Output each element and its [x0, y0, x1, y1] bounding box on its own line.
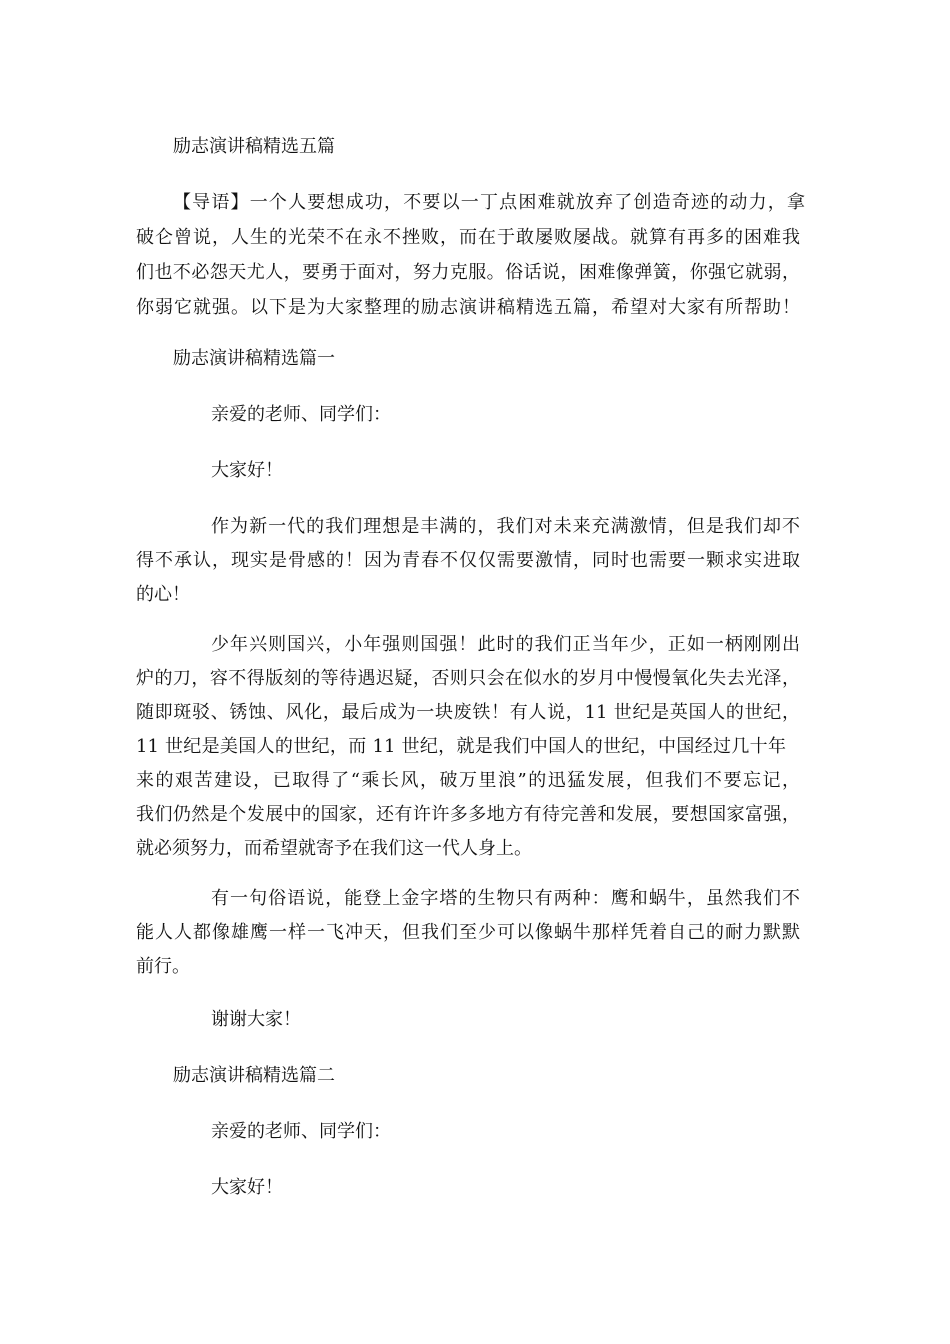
greeting: 大家好！	[211, 1177, 283, 1198]
paragraph-line: 得不承认，现实是骨感的！因为青春不仅仅需要激情，同时也需要一颗求实进取	[136, 550, 800, 571]
paragraph-line: 有一句俗语说，能登上金字塔的生物只有两种：鹰和蜗牛，虽然我们不	[211, 888, 800, 909]
paragraph-line: 少年兴则国兴，小年强则国强！此时的我们正当年少，正如一柄刚刚出	[211, 634, 800, 655]
paragraph-line: 随即斑驳、锈蚀、风化，最后成为一块废铁！有人说，11 世纪是英国人的世纪，	[136, 702, 800, 723]
paragraph-line: 我们仍然是个发展中的国家，还有许许多多地方有待完善和发展，要想国家富强，	[136, 804, 800, 825]
paragraph-line: 11 世纪是美国人的世纪，而 11 世纪，就是我们中国人的世纪，中国经过几十年	[136, 736, 786, 757]
paragraph-line: 炉的刀，容不得版刻的等待遇迟疑，否则只会在似水的岁月中慢慢氧化失去光泽，	[136, 668, 800, 689]
paragraph-line: 作为新一代的我们理想是丰满的，我们对未来充满激情，但是我们却不	[211, 516, 800, 537]
paragraph-line: 前行。	[136, 956, 190, 977]
intro-line: 你弱它就强。以下是为大家整理的励志演讲稿精选五篇，希望对大家有所帮助！	[136, 297, 800, 318]
closing: 谢谢大家！	[211, 1009, 301, 1030]
salutation: 亲爱的老师、同学们：	[211, 1121, 391, 1142]
intro-line: 们也不必怨天尤人，要勇于面对，努力克服。俗话说，困难像弹簧，你强它就弱，	[136, 262, 800, 283]
intro-line: 破仑曾说，人生的光荣不在永不挫败，而在于敢屡败屡战。就算有再多的困难我	[136, 227, 800, 248]
salutation: 亲爱的老师、同学们：	[211, 404, 391, 425]
document-title: 励志演讲稿精选五篇	[173, 136, 335, 157]
paragraph-line: 能人人都像雄鹰一样一飞冲天，但我们至少可以像蜗牛那样凭着自己的耐力默默	[136, 922, 800, 943]
section-heading: 励志演讲稿精选篇一	[173, 348, 335, 369]
paragraph-line: 来的艰苦建设，已取得了“乘长风，破万里浪”的迅猛发展，但我们不要忘记，	[136, 770, 800, 791]
section-heading: 励志演讲稿精选篇二	[173, 1065, 335, 1086]
greeting: 大家好！	[211, 460, 283, 481]
paragraph-line: 就必须努力，而希望就寄予在我们这一代人身上。	[136, 838, 532, 859]
paragraph-line: 的心！	[136, 584, 190, 605]
intro-line: 【导语】一个人要想成功，不要以一丁点困难就放弃了创造奇迹的动力，拿	[173, 192, 805, 213]
